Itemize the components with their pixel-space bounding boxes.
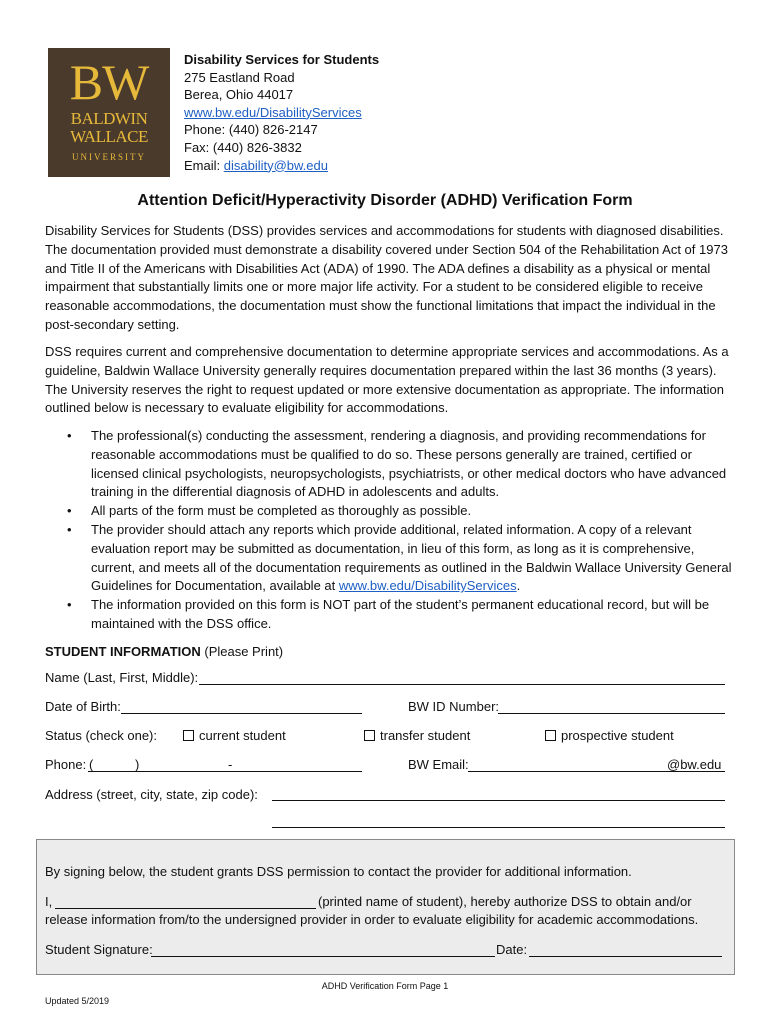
address-label: Address (street, city, state, zip code): <box>45 787 258 802</box>
status-label: Status (check one): <box>45 728 157 743</box>
checkbox-current[interactable] <box>183 730 194 741</box>
list-item: • The professional(s) conducting the assessment, rendering a diagnosis, and providing recommendations for reasonable accommodations must be qualified to do so. These persons generally are trained, certified or licensed clinical psychologists, neuropsychologists, psychiatrists, or other medical doctors who have advanced training in the differential diagnosis of ADHD in adolescents and adults. <box>45 427 735 502</box>
date-field[interactable] <box>529 956 722 957</box>
bwid-label: BW ID Number: <box>408 699 500 714</box>
logo-line-wallace: WALLACE <box>70 127 148 146</box>
name-label: Name (Last, First, Middle): <box>45 670 199 685</box>
list-item <box>45 521 735 596</box>
bwid-field[interactable] <box>498 713 725 714</box>
phone-dash: - <box>228 757 233 772</box>
guidelines-link[interactable]: www.bw.edu/DisabilityServices <box>338 578 517 594</box>
intro-paragraph: Disability Services for Students (DSS) provides services and accommodations for students with diagnosed disabilities. The documentation provided must demonstrate a disability covered under Section 504 of the Rehabilitation Act of 1973 and Title II of the Americans with Disabilities Act (ADA) of 1990. The ADA defines a disability as a physical or mental impairment that substantially limits one or more major life activity. For a student to be considered eligible to receive reasonable accommodations, the documentation must show the functional limitations that impact the individual in the post-secondary setting. <box>45 223 728 332</box>
website-link[interactable]: www.bw.edu/DisabilityServices <box>184 104 362 120</box>
org-name: Disability Services for Students <box>184 52 380 67</box>
dob-label: Date of Birth: <box>45 699 121 714</box>
student-info-note: (Please Print) <box>200 644 284 659</box>
phone-label: Phone: <box>45 757 87 772</box>
student-info-heading <box>45 643 283 661</box>
logo-line-university: UNIVERSITY <box>72 152 146 162</box>
logo-line-baldwin: BALDWIN <box>70 109 148 128</box>
address-field-line-1[interactable] <box>272 800 725 801</box>
address-line-1: 275 Eastland Road <box>184 69 295 85</box>
logo-letters: BW <box>69 54 149 110</box>
status-current-label: current student <box>199 728 286 743</box>
form-title: Attention Deficit/Hyperactivity Disorder (ADHD) Verification Form <box>137 192 633 209</box>
email-label: Email: <box>184 157 224 173</box>
address-line-2: Berea, Ohio 44017 <box>184 87 294 103</box>
student-info-title: STUDENT INFORMATION <box>45 644 201 659</box>
printed-name-field[interactable] <box>55 908 316 909</box>
contact-block <box>184 51 379 174</box>
signature-label: Student Signature: <box>45 942 153 957</box>
checkbox-transfer[interactable] <box>364 730 375 741</box>
consent-i: I, <box>45 894 53 909</box>
phone-number: Phone: (440) 826-2147 <box>184 122 318 138</box>
status-current-option[interactable] <box>183 727 286 745</box>
consent-authorization-line-2: release information from/to the undersigned provider in order to evaluate eligibility for academic accommodations. <box>45 912 699 927</box>
checkbox-prospective[interactable] <box>545 730 556 741</box>
bw-email-suffix: @bw.edu <box>667 757 722 772</box>
phone-close-paren: ) <box>135 757 140 772</box>
signature-field[interactable] <box>151 956 495 957</box>
page-footer: ADHD Verification Form Page 1 <box>321 981 449 991</box>
fax-number: Fax: (440) 826-3832 <box>184 139 302 155</box>
email-link[interactable]: disability@bw.edu <box>223 157 328 173</box>
name-field[interactable] <box>199 684 725 685</box>
requirements-paragraph: DSS requires current and comprehensive documentation to determine appropriate services and accommodations. As a guideline, Baldwin Wallace University generally requires documentation prepared within the last 36 months (3 years). The University reserves the right to request updated or more extensive documentation as appropriate. The information outlined below is necessary to evaluate eligibility for accommodations. <box>45 344 729 416</box>
bullet-3-text: The provider should attach any reports which provide additional, related information. A copy of a relevant evaluation report may be submitted as documentation, in lieu of this form, as long as it is comprehensive, current, and meets all of the documentation requirements as outlined in the Baldwin Wallace University General Guidelines for Documentation, available at <box>91 521 732 594</box>
status-transfer-option[interactable] <box>364 727 470 745</box>
list-item: • The information provided on this form is NOT part of the student’s permanent educational record, but will be maintained with the DSS office. <box>45 596 735 634</box>
bullet-3-end: . <box>516 578 521 594</box>
status-prospective-label: prospective student <box>561 728 674 743</box>
address-field-line-2[interactable] <box>272 827 725 828</box>
phone-field[interactable] <box>88 771 362 772</box>
status-transfer-label: transfer student <box>380 728 471 743</box>
list-item: • All parts of the form must be completed as thoroughly as possible. <box>45 502 735 521</box>
date-label: Date: <box>496 942 528 957</box>
status-prospective-option[interactable] <box>545 727 674 745</box>
phone-open-paren: ( <box>89 757 94 772</box>
consent-authorization: (printed name of student), hereby authorize DSS to obtain and/or <box>318 894 692 909</box>
guidelines-list <box>45 427 735 634</box>
consent-intro: By signing below, the student grants DSS permission to contact the provider for additional information. <box>45 864 632 879</box>
dob-field[interactable] <box>121 713 362 714</box>
updated-date: Updated 5/2019 <box>45 996 110 1006</box>
bw-logo <box>48 48 170 177</box>
bw-email-label: BW Email: <box>408 757 469 772</box>
